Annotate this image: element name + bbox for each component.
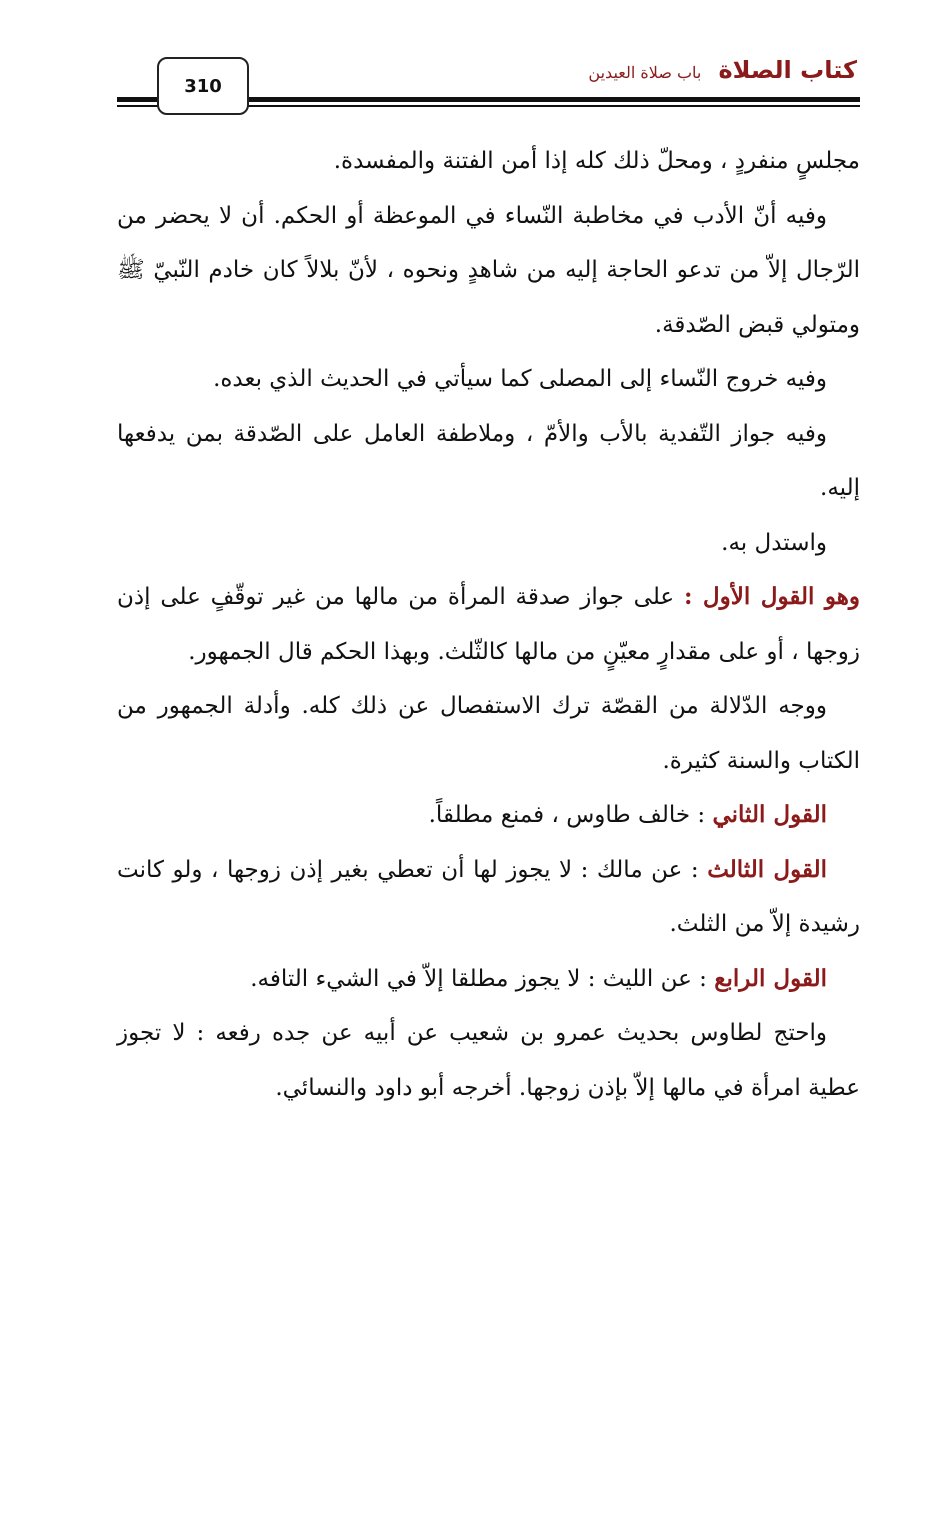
paragraph-text: : عن مالك : لا يجوز لها أن تعطي بغير إذن زوجها ، ولو كانت رشيدة إلاّ من الثلث. [117, 856, 860, 937]
paragraph [117, 843, 860, 952]
paragraph-text: وفيه خروج النّساء إلى المصلى كما سيأتي في الحديث الذي بعده. [213, 366, 827, 392]
paragraph [117, 352, 860, 407]
paragraph-keyword: القول الرابع [714, 964, 827, 992]
paragraph-keyword: وهو القول الأول : [683, 583, 860, 610]
paragraph [117, 407, 860, 516]
paragraph [117, 952, 860, 1007]
paragraph-keyword: القول الثالث [707, 855, 827, 883]
running-head [588, 56, 857, 84]
paragraph-text: : عن الليث : لا يجوز مطلقا إلاّ في الشيء التافه. [250, 965, 715, 992]
paragraph-text: ووجه الدّلالة من القصّة ترك الاستفصال عن ذلك كله. وأدلة الجمهور من الكتاب والسنة كثيرة. [117, 693, 860, 774]
page-body [117, 134, 860, 1115]
paragraph [117, 189, 860, 353]
paragraph [117, 516, 860, 571]
paragraph-text: وفيه جواز التّفدية بالأب والأمّ ، وملاطفة العامل على الصّدقة بمن يدفعها إليه. [117, 420, 860, 501]
paragraph [117, 1006, 860, 1115]
paragraph-text: واستدل به. [721, 529, 827, 556]
paragraph-text: وفيه أنّ الأدب في مخاطبة النّساء في الموعظة أو الحكم. أن لا يحضر من الرّجال إلاّ من تدعو الحاجة إليه من شاهدٍ ونحوه ، لأنّ بلالاً كان خادم النّبيّ ﷺ ومتولي قبض الصّدقة. [117, 202, 860, 338]
chapter-title: باب صلاة العيدين [588, 63, 702, 82]
page-number: 310 [157, 57, 249, 115]
paragraph [117, 570, 860, 679]
paragraph-text: على جواز صدقة المرأة من مالها من غير توقّفٍ على إذن زوجها ، أو على مقدارٍ معيّنٍ من مالها كالثّلث. وبهذا الحكم قال الجمهور. [117, 584, 860, 665]
paragraph-text: مجلسٍ منفردٍ ، ومحلّ ذلك كله إذا أمن الفتنة والمفسدة. [333, 148, 860, 174]
paragraph [117, 788, 860, 843]
book-title: كتاب الصلاة [718, 56, 857, 84]
paragraph [117, 679, 860, 788]
paragraph-keyword: القول الثاني [712, 801, 827, 828]
paragraph [117, 134, 860, 189]
page-header [0, 0, 945, 120]
paragraph-text: : خالف طاوس ، فمنع مطلقاً. [428, 802, 713, 828]
paragraph-text: واحتج لطاوس بحديث عمرو بن شعيب عن أبيه عن جده رفعه : لا تجوز عطية امرأة في مالها إلاّ بإذن زوجها. أخرجه أبو داود والنسائي. [117, 1020, 860, 1101]
